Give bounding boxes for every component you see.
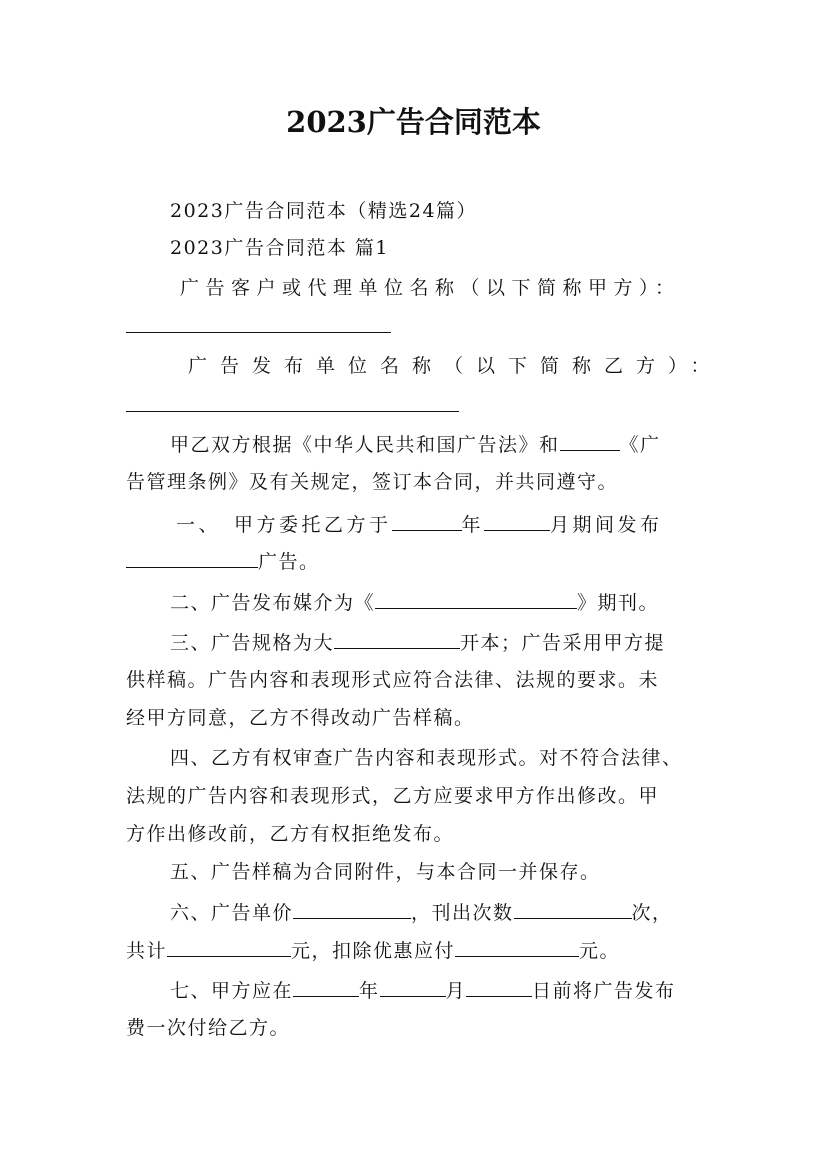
clause-3-cont2: 经甲方同意，乙方不得改动广告样稿。 bbox=[126, 707, 475, 729]
clause-1-year: 年 bbox=[461, 514, 485, 536]
clause-1-text: 一、 甲方委托乙方于 bbox=[176, 514, 392, 536]
clause-6-end: 元。 bbox=[579, 940, 621, 962]
clause-6-total: 共计 bbox=[126, 940, 168, 962]
blank bbox=[560, 432, 620, 451]
blank bbox=[334, 630, 460, 649]
clause-7-text: 七、甲方应在 bbox=[170, 980, 294, 1002]
clause-6-text-b: ，刊出次数 bbox=[411, 902, 514, 924]
clause-5: 五、广告样稿为合同附件，与本合同一并保存。 bbox=[170, 861, 601, 883]
clause-3-text: 三、广告规格为大 bbox=[170, 632, 335, 654]
clause-1 bbox=[176, 512, 756, 537]
clause-7-year: 年 bbox=[359, 980, 380, 1002]
clause-4-cont: 法规的广告内容和表现形式，乙方应要求甲方作出修改。甲 bbox=[126, 785, 660, 807]
party-b-blank bbox=[126, 393, 706, 418]
blank bbox=[126, 549, 258, 568]
party-b-label: 广告发布单位名称（以下简称乙方）： bbox=[188, 355, 723, 377]
blank bbox=[484, 512, 550, 531]
clause-6-text-e: 元，扣除优惠应付 bbox=[291, 940, 456, 962]
blank bbox=[293, 978, 359, 997]
blank bbox=[293, 900, 411, 919]
blank bbox=[375, 590, 577, 609]
para-intro-text: 甲乙双方根据《中华人民共和国广告法》和 bbox=[170, 434, 560, 456]
clause-6 bbox=[126, 900, 706, 925]
clause-2-text: 二、广告发布媒介为《 bbox=[170, 592, 376, 614]
clause-2 bbox=[126, 590, 706, 615]
clause-7-month: 月 bbox=[445, 980, 467, 1002]
clause-6-text: 六、广告单价 bbox=[170, 902, 294, 924]
doc-subtitle: 2023广告合同范本（精选24篇） bbox=[170, 200, 478, 222]
para-intro-cont: 告管理条例》及有关规定，签订本合同，并共同遵守。 bbox=[126, 471, 619, 493]
blank bbox=[380, 978, 446, 997]
para-intro bbox=[126, 432, 706, 457]
blank bbox=[167, 938, 291, 957]
clause-2-end: 》期刊。 bbox=[577, 592, 660, 614]
clause-1-cont bbox=[126, 549, 706, 574]
blank bbox=[466, 978, 532, 997]
clause-6-text-c: 次， bbox=[631, 902, 673, 924]
clause-7-day: 日前将广告发布 bbox=[532, 980, 676, 1002]
blank bbox=[455, 938, 579, 957]
clause-7-cont: 费一次付给乙方。 bbox=[126, 1017, 291, 1039]
clause-1-month: 月期间发布 bbox=[550, 514, 663, 536]
clause-4-cont2: 方作出修改前，乙方有权拒绝发布。 bbox=[126, 823, 455, 845]
clause-6-cont bbox=[126, 938, 706, 963]
para-intro-end: 《广 bbox=[619, 434, 661, 456]
clause-7 bbox=[126, 978, 706, 1003]
clause-3-cont: 供样稿。广告内容和表现形式应符合法律、法规的要求。未 bbox=[126, 669, 660, 691]
party-a-label: 广告客户或代理单位名称（以下简称甲方）： bbox=[180, 277, 681, 299]
chapter-heading: 2023广告合同范本 篇1 bbox=[170, 237, 389, 259]
doc-title: 2023广告合同范本 bbox=[286, 105, 541, 139]
clause-1-end: 广告。 bbox=[258, 551, 320, 573]
clause-3-text-b: 开本；广告采用甲方提 bbox=[460, 632, 666, 654]
clause-4: 四、乙方有权审查广告内容和表现形式。对不符合法律、 bbox=[170, 747, 683, 769]
blank bbox=[514, 900, 632, 919]
clause-3 bbox=[126, 630, 706, 655]
party-a-blank bbox=[126, 314, 706, 339]
blank bbox=[392, 512, 462, 531]
